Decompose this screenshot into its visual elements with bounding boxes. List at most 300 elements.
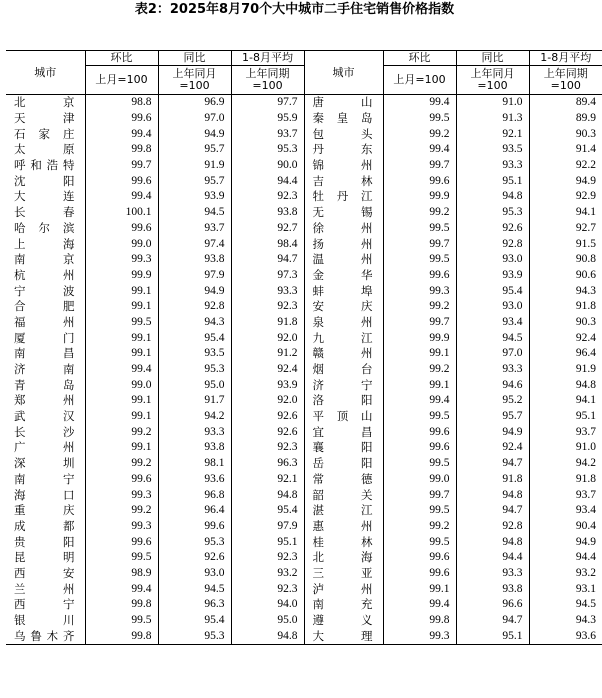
- avg-value: 93.7: [529, 487, 602, 503]
- city-cell: [304, 566, 383, 582]
- mom-value: 99.9: [383, 189, 456, 205]
- city-name: 包 头: [312, 126, 373, 141]
- city-name: 武 汉: [14, 409, 75, 424]
- avg-value: 95.3: [231, 142, 304, 158]
- yoy-value: 95.3: [158, 534, 231, 550]
- city-cell: [6, 95, 85, 111]
- city-name: 惠 州: [312, 518, 373, 533]
- yoy-value: 94.9: [158, 283, 231, 299]
- yoy-value: 94.2: [158, 409, 231, 425]
- yoy-value: 96.9: [158, 95, 231, 111]
- city-cell: [6, 456, 85, 472]
- city-cell: [304, 283, 383, 299]
- mom-value: 99.3: [383, 628, 456, 644]
- avg-value: 95.4: [231, 503, 304, 519]
- mom-value: 99.6: [383, 424, 456, 440]
- city-cell: [304, 393, 383, 409]
- table-row: [6, 393, 602, 409]
- city-cell: [304, 456, 383, 472]
- avg-value: 94.5: [529, 597, 602, 613]
- table-row: [6, 142, 602, 158]
- mom-value: 99.3: [85, 519, 158, 535]
- avg-value: 90.0: [231, 158, 304, 174]
- city-name: 洛 阳: [312, 393, 373, 408]
- mom-value: 99.0: [383, 472, 456, 488]
- city-name: 银 川: [14, 613, 75, 628]
- yoy-value: 94.7: [456, 503, 529, 519]
- avg-value: 95.1: [529, 409, 602, 425]
- city-name: 青 岛: [14, 377, 75, 392]
- city-cell: [304, 189, 383, 205]
- mom-value: 99.4: [85, 581, 158, 597]
- yoy-value: 91.3: [456, 111, 529, 127]
- yoy-base-left: 上年同月=100: [158, 66, 231, 95]
- city-cell: [304, 503, 383, 519]
- yoy-value: 95.1: [456, 628, 529, 644]
- city-cell: [6, 268, 85, 284]
- avg-value: 93.1: [529, 581, 602, 597]
- mom-value: 99.7: [383, 236, 456, 252]
- mom-value: 99.5: [85, 550, 158, 566]
- mom-value: 99.6: [383, 550, 456, 566]
- city-cell: [304, 299, 383, 315]
- city-name: 太 原: [14, 142, 75, 157]
- yoy-value: 95.2: [456, 393, 529, 409]
- city-name: 大 理: [312, 628, 373, 643]
- avg-value: 91.0: [529, 440, 602, 456]
- avg-value: 94.1: [529, 205, 602, 221]
- city-name: 济 南: [14, 362, 75, 377]
- yoy-value: 95.0: [158, 377, 231, 393]
- avg-value: 91.2: [231, 346, 304, 362]
- avg-base-right: 上年同期=100: [529, 66, 602, 95]
- city-cell: [6, 362, 85, 378]
- city-name: 泸 州: [312, 581, 373, 596]
- mom-value: 99.1: [383, 346, 456, 362]
- table-row: [6, 613, 602, 629]
- yoy-value: 94.5: [456, 330, 529, 346]
- table-row: [6, 252, 602, 268]
- yoy-value: 95.4: [158, 613, 231, 629]
- city-name: 济 宁: [312, 377, 373, 392]
- city-name: 秦 皇 岛: [312, 111, 373, 126]
- city-cell: [6, 346, 85, 362]
- city-name: 天 津: [14, 111, 75, 126]
- city-cell: [304, 158, 383, 174]
- mom-value: 99.7: [383, 315, 456, 331]
- city-cell: [304, 409, 383, 425]
- table-row: [6, 472, 602, 488]
- yoy-value: 93.4: [456, 315, 529, 331]
- mom-value: 99.6: [85, 111, 158, 127]
- avg-value: 91.8: [231, 315, 304, 331]
- avg-value: 92.3: [231, 550, 304, 566]
- avg-value: 94.3: [529, 613, 602, 629]
- avg-value: 96.4: [529, 346, 602, 362]
- yoy-value: 94.7: [456, 456, 529, 472]
- city-name: 哈 尔 滨: [14, 220, 75, 235]
- yoy-value: 94.3: [158, 315, 231, 331]
- mom-header-left: 环比: [85, 51, 158, 66]
- city-cell: [6, 628, 85, 644]
- avg-value: 90.6: [529, 268, 602, 284]
- avg-value: 97.7: [231, 95, 304, 111]
- table-row: [6, 597, 602, 613]
- yoy-value: 93.5: [456, 142, 529, 158]
- city-name: 温 州: [312, 252, 373, 267]
- avg-value: 92.2: [529, 158, 602, 174]
- table-row: [6, 315, 602, 331]
- city-name: 韶 关: [312, 487, 373, 502]
- city-cell: [6, 315, 85, 331]
- mom-value: 99.1: [85, 346, 158, 362]
- mom-value: 99.6: [85, 534, 158, 550]
- mom-value: 99.4: [383, 142, 456, 158]
- table-row: [6, 362, 602, 378]
- city-cell: [6, 111, 85, 127]
- avg-value: 90.3: [529, 315, 602, 331]
- mom-value: 99.7: [383, 158, 456, 174]
- yoy-value: 95.7: [158, 173, 231, 189]
- mom-value: 99.2: [85, 503, 158, 519]
- avg-value: 92.3: [231, 299, 304, 315]
- avg-value: 92.7: [529, 221, 602, 237]
- table-row: [6, 628, 602, 644]
- city-name: 安 庆: [312, 299, 373, 314]
- mom-value: 99.2: [383, 362, 456, 378]
- mom-value: 99.3: [85, 487, 158, 503]
- avg-value: 91.9: [529, 362, 602, 378]
- mom-value: 99.5: [383, 534, 456, 550]
- avg-value: 94.0: [231, 597, 304, 613]
- city-cell: [304, 205, 383, 221]
- table-title: 表2：2025年8月70个大中城市二手住宅销售价格指数: [134, 2, 455, 17]
- yoy-value: 93.0: [158, 566, 231, 582]
- city-name: 牡 丹 江: [312, 189, 373, 204]
- avg-value: 92.7: [231, 221, 304, 237]
- mom-value: 99.2: [383, 519, 456, 535]
- city-cell: [6, 189, 85, 205]
- avg-value: 93.7: [231, 126, 304, 142]
- mom-value: 99.9: [383, 330, 456, 346]
- avg-value: 94.3: [529, 283, 602, 299]
- yoy-value: 94.9: [456, 424, 529, 440]
- table-row: [6, 205, 602, 221]
- mom-value: 99.8: [85, 597, 158, 613]
- city-cell: [6, 283, 85, 299]
- yoy-base-right: 上年同月=100: [456, 66, 529, 95]
- city-name: 北 海: [312, 550, 373, 565]
- mom-value: 99.0: [85, 377, 158, 393]
- city-name: 合 肥: [14, 299, 75, 314]
- yoy-value: 99.6: [158, 519, 231, 535]
- city-cell: [6, 158, 85, 174]
- city-name: 长 沙: [14, 424, 75, 439]
- avg-value: 92.6: [231, 409, 304, 425]
- yoy-value: 91.9: [158, 158, 231, 174]
- mom-value: 99.5: [383, 221, 456, 237]
- price-index-table: [6, 50, 602, 645]
- yoy-value: 93.3: [456, 158, 529, 174]
- city-name: 深 圳: [14, 456, 75, 471]
- city-header-left: 城市: [6, 51, 85, 95]
- city-name: 三 亚: [312, 565, 373, 580]
- city-name: 烟 台: [312, 362, 373, 377]
- mom-value: 99.3: [383, 283, 456, 299]
- city-name: 广 州: [14, 440, 75, 455]
- mom-value: 99.1: [85, 393, 158, 409]
- table-row: [6, 424, 602, 440]
- yoy-value: 93.3: [456, 566, 529, 582]
- avg-value: 94.8: [231, 487, 304, 503]
- mom-value: 99.6: [383, 440, 456, 456]
- city-cell: [304, 534, 383, 550]
- avg-value: 93.6: [529, 628, 602, 644]
- yoy-value: 91.0: [456, 95, 529, 111]
- mom-value: 99.1: [85, 330, 158, 346]
- table-row: [6, 534, 602, 550]
- mom-value: 99.4: [85, 362, 158, 378]
- avg-value: 91.5: [529, 236, 602, 252]
- city-cell: [6, 424, 85, 440]
- city-cell: [304, 550, 383, 566]
- mom-value: 99.2: [383, 299, 456, 315]
- mom-value: 99.2: [383, 205, 456, 221]
- city-cell: [6, 472, 85, 488]
- avg-value: 93.4: [529, 503, 602, 519]
- city-name: 厦 门: [14, 330, 75, 345]
- yoy-value: 93.0: [456, 252, 529, 268]
- yoy-header-left: 同比: [158, 51, 231, 66]
- yoy-value: 92.8: [456, 519, 529, 535]
- mom-value: 99.4: [85, 189, 158, 205]
- mom-value: 99.1: [383, 581, 456, 597]
- mom-value: 99.4: [85, 126, 158, 142]
- avg-value: 92.3: [231, 189, 304, 205]
- table-row: [6, 268, 602, 284]
- table-row: [6, 346, 602, 362]
- avg-value: 94.7: [231, 252, 304, 268]
- avg-value: 94.8: [529, 377, 602, 393]
- city-name: 遵 义: [312, 613, 373, 628]
- city-name: 北 京: [14, 95, 75, 110]
- city-name: 金 华: [312, 267, 373, 282]
- yoy-value: 92.4: [456, 440, 529, 456]
- yoy-value: 93.8: [158, 440, 231, 456]
- city-name: 泉 州: [312, 314, 373, 329]
- city-cell: [6, 581, 85, 597]
- table-row: [6, 236, 602, 252]
- city-cell: [6, 377, 85, 393]
- city-cell: [6, 330, 85, 346]
- yoy-value: 94.8: [456, 534, 529, 550]
- avg-value: 89.4: [529, 95, 602, 111]
- mom-value: 99.1: [383, 377, 456, 393]
- yoy-value: 94.7: [456, 613, 529, 629]
- city-name: 桂 林: [312, 534, 373, 549]
- city-cell: [304, 142, 383, 158]
- table-row: [6, 581, 602, 597]
- table-row: [6, 503, 602, 519]
- city-name: 襄 阳: [312, 440, 373, 455]
- city-cell: [304, 362, 383, 378]
- city-name: 南 京: [14, 252, 75, 267]
- city-cell: [6, 487, 85, 503]
- table-row: [6, 189, 602, 205]
- mom-value: 99.3: [85, 252, 158, 268]
- mom-value: 99.1: [85, 440, 158, 456]
- city-name: 兰 州: [14, 581, 75, 596]
- city-cell: [304, 613, 383, 629]
- city-name: 石 家 庄: [14, 126, 75, 141]
- avg-value: 92.9: [529, 189, 602, 205]
- mom-value: 99.6: [383, 173, 456, 189]
- avg-value: 94.4: [529, 550, 602, 566]
- table-row: [6, 126, 602, 142]
- mom-base-right: 上月=100: [383, 66, 456, 95]
- city-cell: [304, 487, 383, 503]
- yoy-value: 96.3: [158, 597, 231, 613]
- table-row: [6, 487, 602, 503]
- avg-value: 94.4: [231, 173, 304, 189]
- mom-value: 99.2: [85, 424, 158, 440]
- city-cell: [304, 519, 383, 535]
- city-name: 乌 鲁 木 齐: [14, 628, 75, 643]
- yoy-value: 92.6: [158, 550, 231, 566]
- city-name: 杭 州: [14, 267, 75, 282]
- city-name: 无 锡: [312, 205, 373, 220]
- city-name: 大 连: [14, 189, 75, 204]
- mom-value: 99.1: [85, 283, 158, 299]
- city-cell: [304, 472, 383, 488]
- yoy-value: 95.3: [456, 205, 529, 221]
- mom-header-right: 环比: [383, 51, 456, 66]
- table-row: [6, 456, 602, 472]
- yoy-value: 94.8: [456, 487, 529, 503]
- mom-value: 99.8: [85, 142, 158, 158]
- mom-value: 99.7: [383, 487, 456, 503]
- city-cell: [6, 252, 85, 268]
- yoy-value: 94.8: [456, 189, 529, 205]
- mom-value: 99.0: [85, 236, 158, 252]
- city-cell: [6, 126, 85, 142]
- city-cell: [6, 550, 85, 566]
- city-name: 常 德: [312, 471, 373, 486]
- avg-value: 94.9: [529, 173, 602, 189]
- mom-value: 99.8: [383, 613, 456, 629]
- city-name: 西 安: [14, 565, 75, 580]
- mom-value: 99.4: [383, 393, 456, 409]
- mom-value: 99.6: [85, 173, 158, 189]
- mom-value: 99.5: [85, 315, 158, 331]
- city-name: 长 春: [14, 205, 75, 220]
- yoy-value: 93.9: [456, 268, 529, 284]
- avg-value: 98.4: [231, 236, 304, 252]
- city-name: 岳 阳: [312, 456, 373, 471]
- avg-value: 97.9: [231, 519, 304, 535]
- yoy-value: 96.4: [158, 503, 231, 519]
- mom-value: 99.6: [85, 472, 158, 488]
- mom-value: 99.4: [383, 597, 456, 613]
- table-row: [6, 283, 602, 299]
- mom-value: 99.5: [383, 503, 456, 519]
- city-name: 锦 州: [312, 158, 373, 173]
- table-row: [6, 330, 602, 346]
- table-row: [6, 158, 602, 174]
- avg-value: 94.9: [529, 534, 602, 550]
- city-cell: [6, 299, 85, 315]
- city-header-right: 城市: [304, 51, 383, 95]
- table-row: [6, 111, 602, 127]
- mom-value: 99.2: [85, 456, 158, 472]
- table-row: [6, 221, 602, 237]
- city-name: 福 州: [14, 314, 75, 329]
- yoy-value: 97.0: [158, 111, 231, 127]
- city-cell: [6, 221, 85, 237]
- mom-value: 99.4: [383, 95, 456, 111]
- mom-value: 99.6: [85, 221, 158, 237]
- avg-value: 92.6: [231, 424, 304, 440]
- avg-value: 93.9: [231, 377, 304, 393]
- yoy-value: 94.9: [158, 126, 231, 142]
- yoy-value: 98.1: [158, 456, 231, 472]
- mom-value: 99.6: [383, 268, 456, 284]
- avg-value: 93.7: [529, 424, 602, 440]
- avg-value: 95.1: [231, 534, 304, 550]
- city-name: 湛 江: [312, 503, 373, 518]
- yoy-value: 93.3: [158, 424, 231, 440]
- city-name: 九 江: [312, 330, 373, 345]
- city-name: 西 宁: [14, 597, 75, 612]
- avg-value: 96.3: [231, 456, 304, 472]
- mom-value: 99.1: [85, 409, 158, 425]
- table-row: [6, 173, 602, 189]
- city-name: 成 都: [14, 518, 75, 533]
- avg-value: 92.0: [231, 330, 304, 346]
- yoy-value: 95.3: [158, 628, 231, 644]
- avg-value: 92.4: [529, 330, 602, 346]
- city-name: 呼 和 浩 特: [14, 158, 75, 173]
- city-cell: [304, 597, 383, 613]
- city-cell: [304, 221, 383, 237]
- city-cell: [6, 409, 85, 425]
- city-cell: [304, 268, 383, 284]
- city-cell: [6, 534, 85, 550]
- mom-value: 99.8: [85, 628, 158, 644]
- table-row: [6, 95, 602, 111]
- city-cell: [304, 126, 383, 142]
- city-name: 唐 山: [312, 95, 373, 110]
- avg-value: 97.3: [231, 268, 304, 284]
- yoy-value: 93.5: [158, 346, 231, 362]
- avg-value: 91.8: [529, 472, 602, 488]
- yoy-value: 93.9: [158, 189, 231, 205]
- yoy-value: 91.7: [158, 393, 231, 409]
- city-name: 昆 明: [14, 550, 75, 565]
- avg-value: 92.4: [231, 362, 304, 378]
- avg-value: 93.8: [231, 205, 304, 221]
- city-name: 重 庆: [14, 503, 75, 518]
- yoy-header-right: 同比: [456, 51, 529, 66]
- mom-value: 99.5: [383, 252, 456, 268]
- avg-value: 90.3: [529, 126, 602, 142]
- mom-value: 98.8: [85, 95, 158, 111]
- mom-value: 98.9: [85, 566, 158, 582]
- yoy-value: 96.8: [158, 487, 231, 503]
- mom-value: 99.5: [383, 111, 456, 127]
- yoy-value: 92.6: [456, 221, 529, 237]
- avg-value: 92.3: [231, 440, 304, 456]
